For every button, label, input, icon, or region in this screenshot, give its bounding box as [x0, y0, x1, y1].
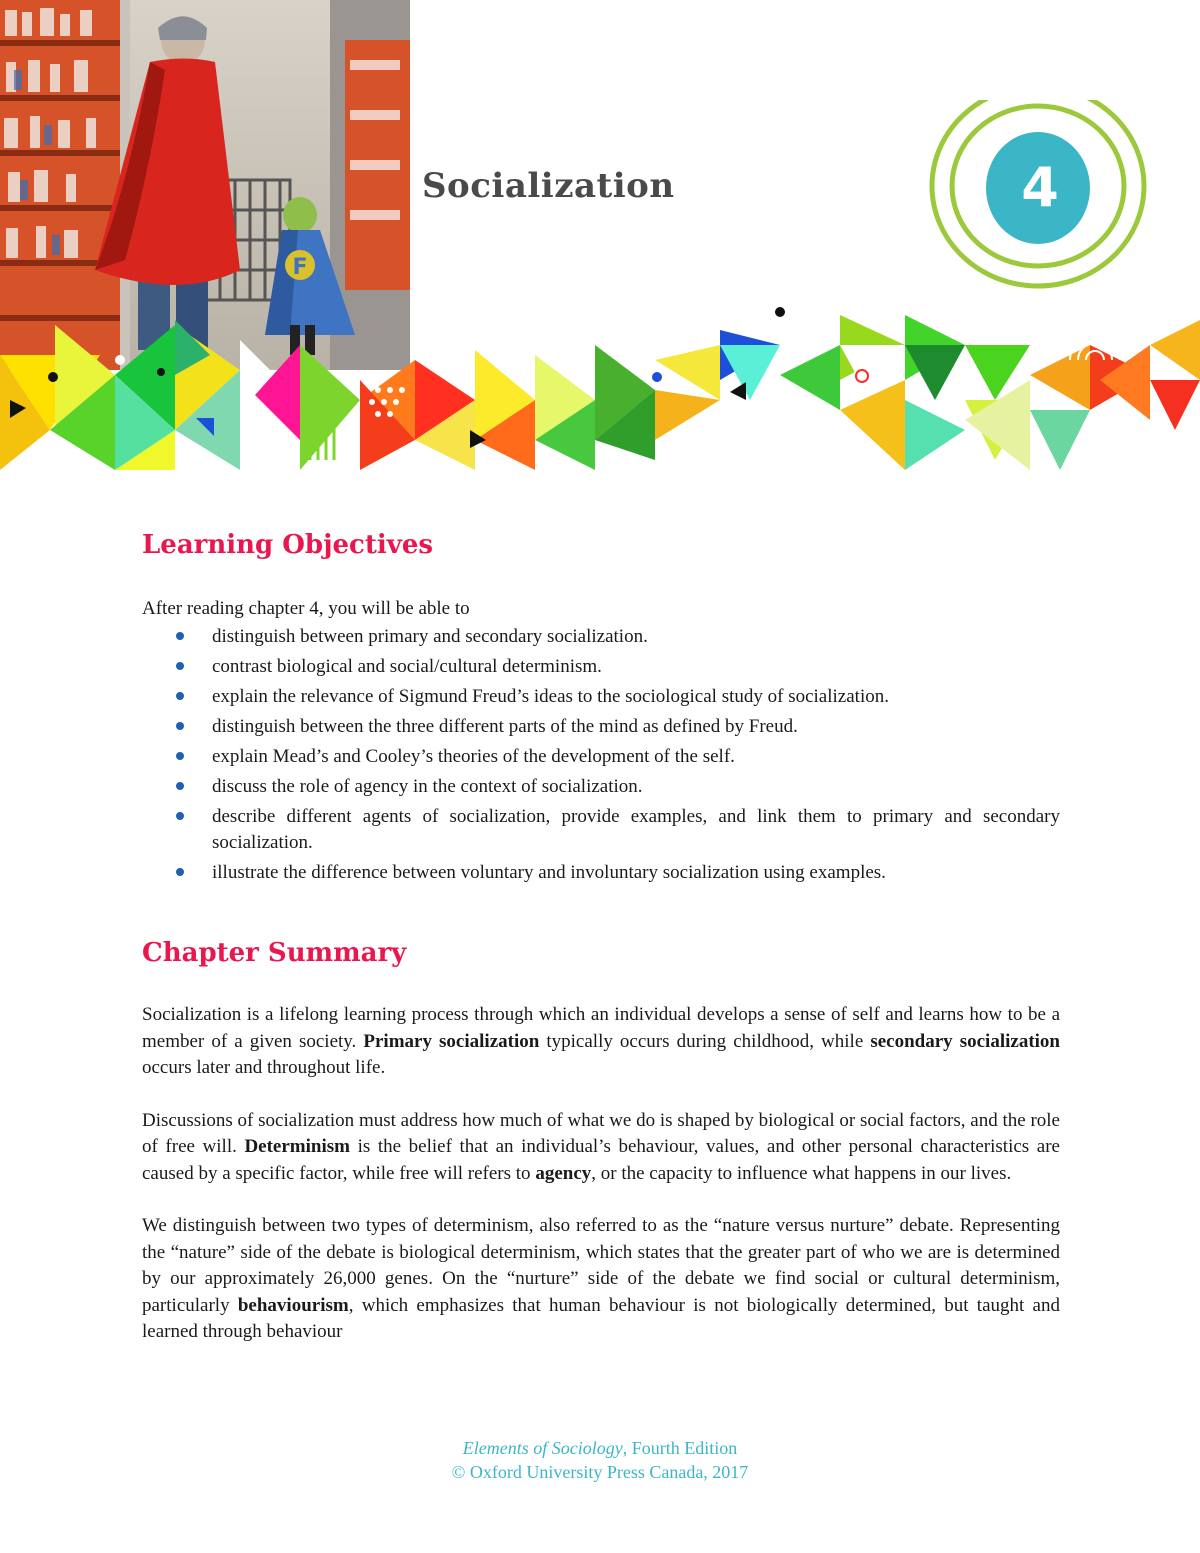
objective-item [170, 624, 1060, 650]
key-term: Primary socialization [363, 1030, 540, 1052]
objective-item [170, 860, 1060, 886]
objective-text: contrast biological and social/cultural determinism. [212, 656, 602, 677]
objective-item [170, 744, 1060, 770]
objectives-list [170, 624, 1060, 890]
objective-text: explain the relevance of Sigmund Freud’s ideas to the sociological study of socialization. [212, 686, 889, 707]
objective-item [170, 714, 1060, 740]
cape-letter: F [292, 255, 308, 280]
key-term: Determinism [244, 1136, 350, 1157]
objectives-intro: After reading chapter 4, you will be able to [142, 598, 470, 619]
footer-book-title: Elements of Sociology [462, 1438, 623, 1458]
summary-text: Socialization is a lifelong learning process through which an individual develops a sense of self and learns how to be a member of a given society. [142, 1004, 1060, 1052]
objective-item [170, 684, 1060, 710]
bullet-icon [176, 752, 184, 760]
learning-objectives-heading: Learning Objectives [142, 530, 434, 560]
objective-text: discuss the role of agency in the context of socialization. [212, 776, 643, 797]
summary-text: We distinguish between two types of determinism, also referred to as the “nature versus nurture” debate. Representing the “nature” side of the debate is biological determinism, which states that the greater part of who we are is determined by our approximately 26,000 genes. On the “nurture” side of the debate we find social or cultural determinism, particularly [142, 1215, 1060, 1316]
key-term: agency [535, 1162, 592, 1184]
objective-item [170, 804, 1060, 856]
bullet-icon [176, 868, 184, 876]
bullet-icon [176, 692, 184, 700]
chapter-summary-heading: Chapter Summary [142, 938, 407, 968]
summary-text: is the belief that an individual’s behaviour, values, and other personal characteristics are caused by a specific factor, while free will refers to [142, 1136, 1060, 1184]
footer-edition: , Fourth Edition [622, 1438, 738, 1458]
chapter-number: 4 [1021, 156, 1059, 219]
objective-text: distinguish between primary and secondary socialization. [212, 626, 648, 647]
objective-text: describe different agents of socialization, provide examples, and link them to primary and secondary socialization. [212, 806, 1060, 853]
objective-text: illustrate the difference between voluntary and involuntary socialization using examples. [212, 862, 886, 883]
summary-text: typically occurs during childhood, while [539, 1030, 871, 1052]
page-footer [0, 1436, 1200, 1484]
summary-paragraph-1 [142, 1002, 1060, 1082]
summary-text: occurs later and throughout life. [142, 1057, 386, 1078]
chapter-summary-body [142, 1002, 1060, 1372]
summary-text: , which emphasizes that human behaviour is not biologically determined, but taught and learned through behaviour [142, 1294, 1060, 1342]
bullet-icon [176, 632, 184, 640]
summary-paragraph-3 [142, 1213, 1060, 1346]
bullet-icon [176, 722, 184, 730]
summary-text: , or the capacity to influence what happens in our lives. [591, 1162, 1012, 1184]
footer-copyright: © Oxford University Press Canada, 2017 [451, 1462, 749, 1482]
objective-item [170, 654, 1060, 680]
key-term: secondary socialization [870, 1030, 1060, 1052]
bullet-icon [176, 812, 184, 820]
geometric-triangle-banner [0, 290, 1200, 480]
summary-paragraph-2 [142, 1108, 1060, 1188]
footer-book-line [0, 1436, 1200, 1460]
objective-item [170, 774, 1060, 800]
key-term: behaviourism [237, 1294, 349, 1316]
summary-text: Discussions of socialization must address how much of what we do is shaped by biological or social factors, and the role of free will. [142, 1109, 1060, 1157]
bullet-icon [176, 662, 184, 670]
objective-text: distinguish between the three different parts of the mind as defined by Freud. [212, 716, 798, 737]
bullet-icon [176, 782, 184, 790]
objective-text: explain Mead’s and Cooley’s theories of the development of the self. [212, 746, 735, 767]
chapter-title: Socialization [422, 166, 675, 206]
